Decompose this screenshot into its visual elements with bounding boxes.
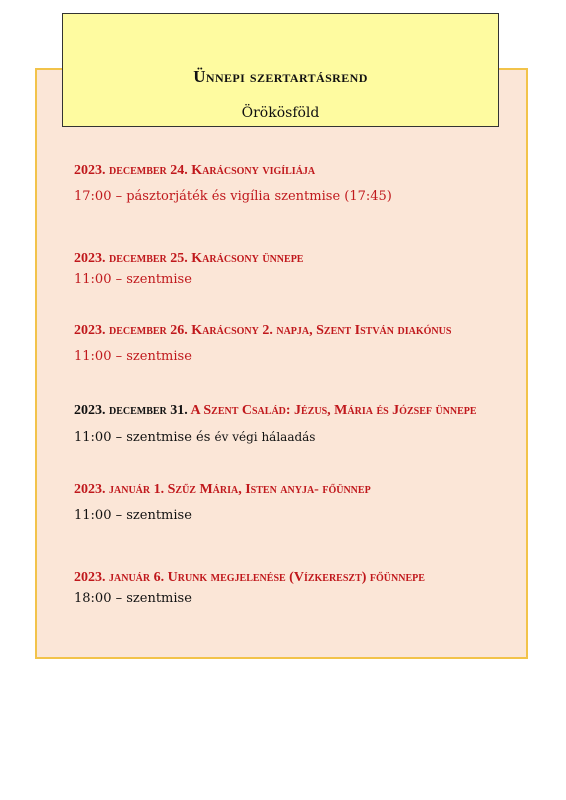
event-item xyxy=(74,569,524,608)
event-item xyxy=(74,250,524,289)
event-name: Karácsony vigíliája xyxy=(191,163,316,178)
event-date: 2023. december 31. xyxy=(74,403,188,418)
event-schedule xyxy=(74,428,524,447)
event-date: 2023. január 6. xyxy=(74,570,165,585)
event-schedule-time: 11:00 – szentmise és xyxy=(74,430,211,445)
event-schedule: 11:00 – szentmise xyxy=(74,272,192,287)
event-date: 2023. december 24. xyxy=(74,163,188,178)
event-title xyxy=(74,162,524,180)
event-item xyxy=(74,481,524,525)
event-title xyxy=(74,322,524,340)
page-title: Ünnepi szertartásrend xyxy=(193,67,368,86)
event-name: Karácsony 2. napja, Szent István diakónus xyxy=(191,323,452,338)
event-title xyxy=(74,250,524,268)
event-item xyxy=(74,322,524,366)
event-title xyxy=(74,569,524,587)
event-schedule-note: év végi hálaadás xyxy=(214,430,316,444)
event-name: Szűz Mária, Isten anyja- főünnep xyxy=(167,482,371,497)
event-item xyxy=(74,162,524,206)
event-schedule: 18:00 – szentmise xyxy=(74,591,192,606)
event-schedule: 11:00 – szentmise xyxy=(74,508,192,523)
event-date: 2023. december 25. xyxy=(74,251,188,266)
event-date: 2023. január 1. xyxy=(74,482,165,497)
page-subtitle: Örökösföld xyxy=(241,105,320,121)
event-title xyxy=(74,481,524,499)
event-schedule: 11:00 – szentmise xyxy=(74,349,192,364)
event-name: Urunk megjelenése (Vízkereszt) főünnepe xyxy=(167,570,425,585)
event-schedule: 17:00 – pásztorjáték és vigília szentmise (17:45) xyxy=(74,189,392,204)
header-box xyxy=(62,13,499,127)
event-item xyxy=(74,402,524,447)
event-title xyxy=(74,402,524,420)
event-name: A Szent Család: Jézus, Mária és József ünnepe xyxy=(190,403,477,418)
event-date: 2023. december 26. xyxy=(74,323,188,338)
event-name: Karácsony ünnepe xyxy=(191,251,304,266)
